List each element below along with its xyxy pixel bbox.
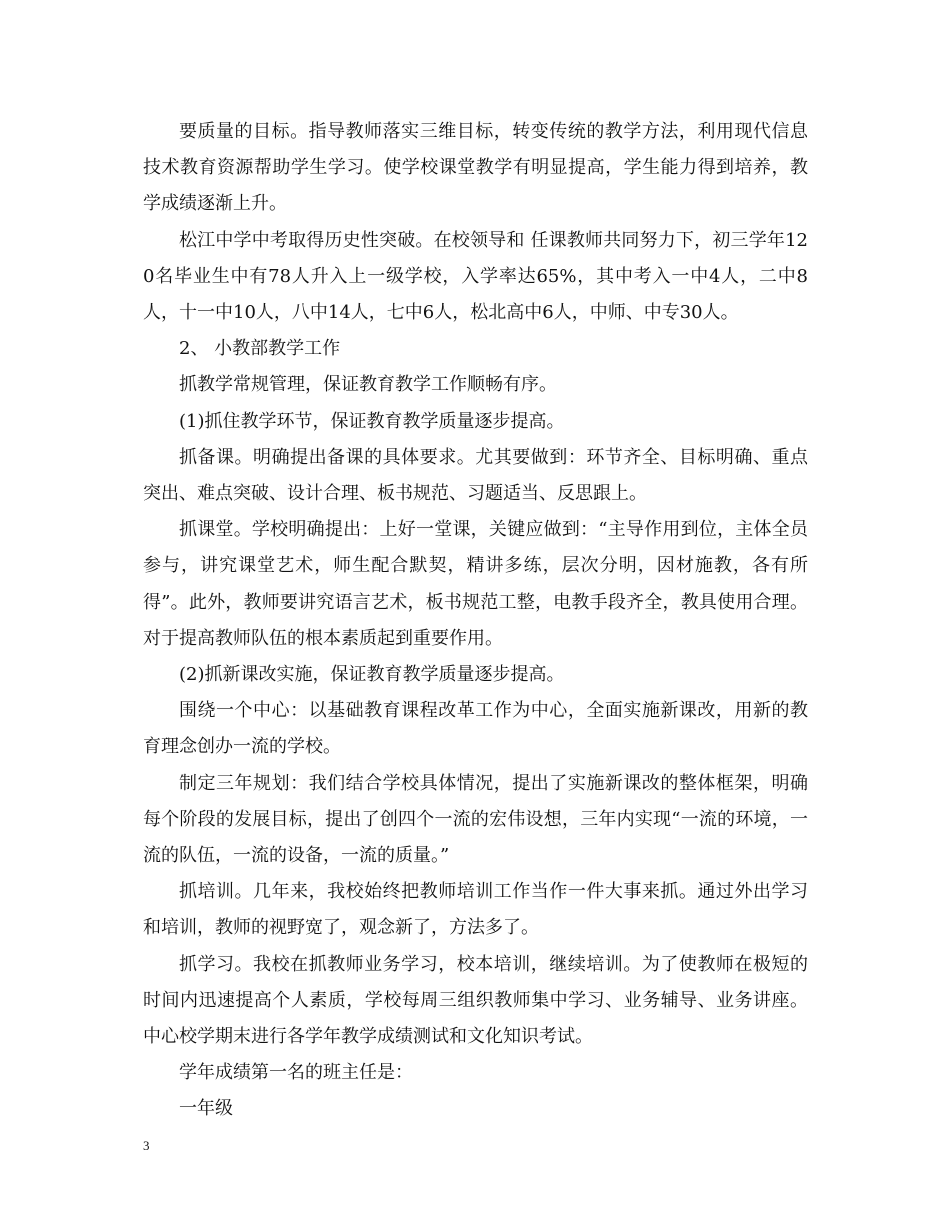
subheading-teaching-links: (1)抓住教学环节，保证教育教学质量逐步提高。	[179, 410, 565, 432]
paragraph-study: 抓学习。我校在抓教师业务学习，校本培训，继续培训。为了使教师在极短的时间内迅速提高个人素质，学校每周三组织教师集中学习、业务辅导、业务讲座。中心校学期末进行各学年教学成绩测试和文化知识考试。	[143, 953, 808, 1048]
paragraph-middle-school-exam: 松江中学中考取得历史性突破。在校领导和 任课教师共同努力下，初三学年120名毕业生中有78人升入上一级学校，入学率达65%，其中考入一中4人，二中8人，十一中10人，八中14人，七中6人，松北高中6人，中师、中专30人。	[143, 229, 808, 324]
paragraph-top-class-teacher: 学年成绩第一名的班主任是：	[179, 1062, 413, 1084]
document-body	[143, 114, 808, 1128]
paragraph-classroom: 抓课堂。学校明确提出：上好一堂课，关键应做到：“主导作用到位，主体全员参与，讲究课堂艺术，师生配合默契，精讲多练，层次分明，因材施教，各有所得”。此外，教师要讲究语言艺术，板书规范工整，电教手段齐全，教具使用合理。对于提高教师队伍的根本素质起到重要作用。	[143, 519, 808, 649]
paragraph-one-center: 围绕一个中心：以基础教育课程改革工作为中心，全面实施新课改，用新的教育理念创办一流的学校。	[143, 700, 808, 758]
paragraph-three-year-plan: 制定三年规划：我们结合学校具体情况，提出了实施新课改的整体框架，明确每个阶段的发展目标，提出了创四个一流的宏伟设想，三年内实现“一流的环境，一流的队伍，一流的设备，一流的质量。”	[143, 772, 808, 867]
paragraph-routine-management: 抓教学常规管理，保证教育教学工作顺畅有序。	[179, 374, 557, 396]
page-number: 3	[143, 1138, 150, 1153]
paragraph-training: 抓培训。几年来，我校始终把教师培训工作当作一件大事来抓。通过外出学习和培训，教师的视野宽了，观念新了，方法多了。	[143, 881, 808, 939]
subheading-new-curriculum: (2)抓新课改实施，保证教育教学质量逐步提高。	[179, 664, 565, 686]
section-heading-primary-teaching: 2、 小教部教学工作	[179, 338, 341, 360]
paragraph-quality-goal: 要质量的目标。指导教师落实三维目标，转变传统的教学方法，利用现代信息技术教育资源帮助学生学习。使学校课堂教学有明显提高，学生能力得到培养，教学成绩逐渐上升。	[143, 121, 808, 215]
paragraph-grade-one: 一年级	[179, 1098, 233, 1120]
paragraph-lesson-preparation: 抓备课。明确提出备课的具体要求。尤其要做到：环节齐全、目标明确、重点突出、难点突破、设计合理、板书规范、习题适当、反思跟上。	[143, 446, 808, 505]
